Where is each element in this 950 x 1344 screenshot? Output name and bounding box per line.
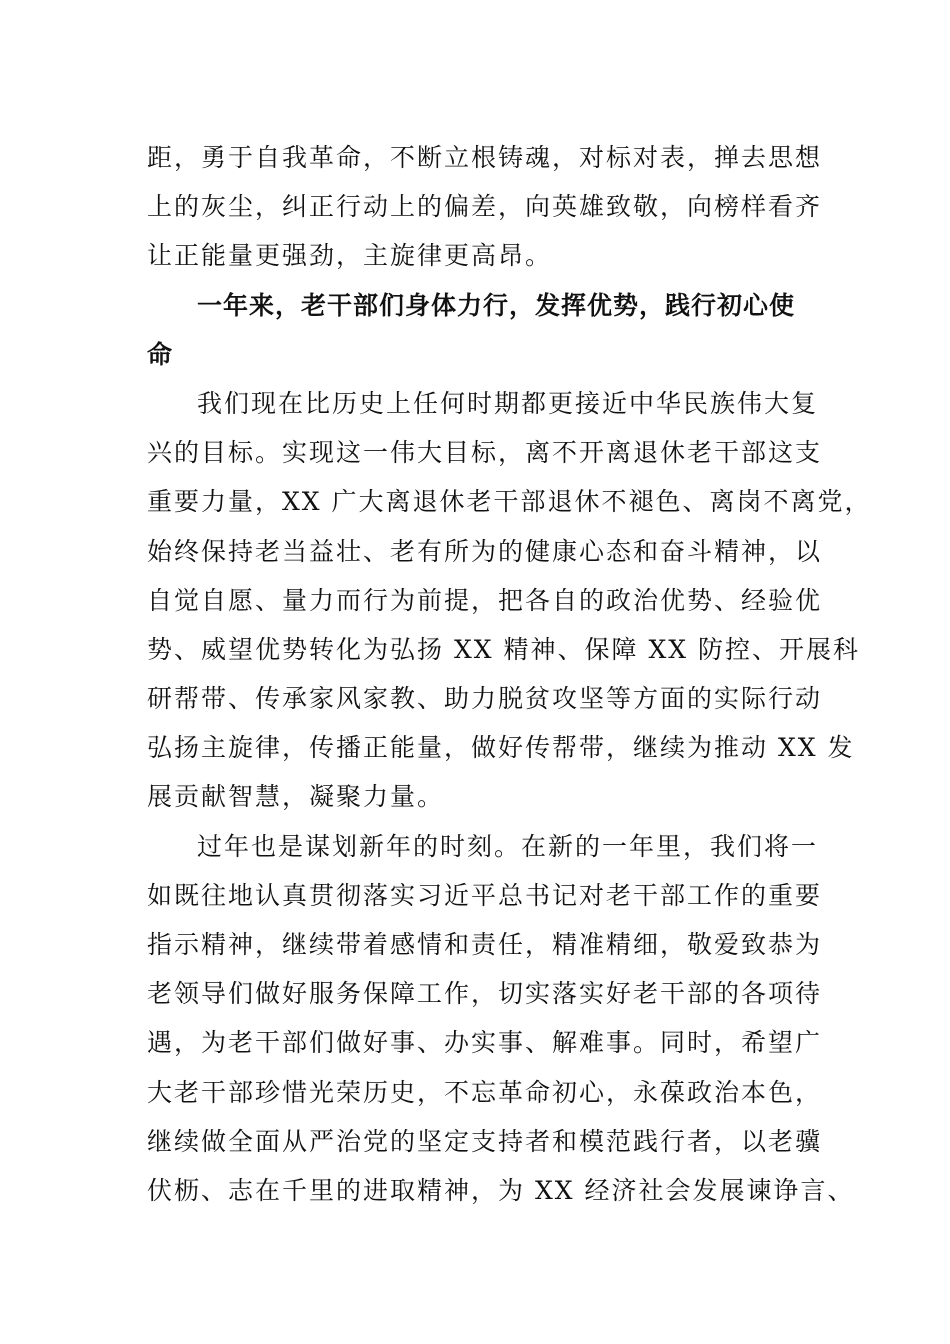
text-line: 兴的目标。实现这一伟大目标，离不开离退休老干部这支 [147,438,823,468]
text-line: 让正能量更强劲，主旋律更高昂。 [147,241,553,271]
text-line: 我们现在比历史上任何时期都更接近中华民族伟大复 [197,388,819,418]
paragraph-new-year [147,822,855,1216]
paragraph-goal [147,379,872,822]
text-line: 势、威望优势转化为弘扬 XX 精神、保障 XX 防控、开展科 [147,634,860,664]
text-line: 如既往地认真贯彻落实习近平总书记对老干部工作的重要 [147,880,823,910]
text-line: 继续做全面从严治党的坚定支持者和模范践行者，以老骥 [147,1126,823,1156]
text-line: 遇，为老干部们做好事、办实事、解难事。同时，希望广 [147,1028,823,1058]
text-line: 展贡献智慧，凝聚力量。 [147,782,445,812]
heading-line: 命 [147,339,174,369]
document-body [147,133,872,1215]
text-line: 研帮带、传承家风家教、助力脱贫攻坚等方面的实际行动 [147,684,823,714]
text-line: 重要力量，XX 广大离退休老干部退休不褪色、离岗不离党， [147,487,872,517]
text-line: 弘扬主旋律，传播正能量，做好传帮带，继续为推动 XX 发 [147,733,855,763]
heading-line: 一年来，老干部们身体力行，发挥优势，践行初心使 [197,290,796,320]
text-line: 过年也是谋划新年的时刻。在新的一年里，我们将一 [197,831,819,861]
text-line: 始终保持老当益壮、老有所为的健康心态和奋斗精神，以 [147,536,823,566]
text-line: 老领导们做好服务保障工作，切实落实好老干部的各项待 [147,979,823,1009]
text-line: 上的灰尘，纠正行动上的偏差，向英雄致敬，向榜样看齐 [147,192,823,222]
text-line: 自觉自愿、量力而行为前提，把各自的政治优势、经验优 [147,585,823,615]
text-line: 距，勇于自我革命，不断立根铸魂，对标对表，掸去思想 [147,143,823,172]
paragraph-continued [147,133,823,281]
text-line: 大老干部珍惜光荣历史，不忘革命初心，永葆政治本色， [147,1077,823,1107]
section-heading [147,281,815,379]
text-line: 伏枥、志在千里的进取精神，为 XX 经济社会发展谏诤言、 [147,1175,855,1205]
text-line: 指示精神，继续带着感情和责任，精准精细，敬爱致恭为 [147,930,823,959]
